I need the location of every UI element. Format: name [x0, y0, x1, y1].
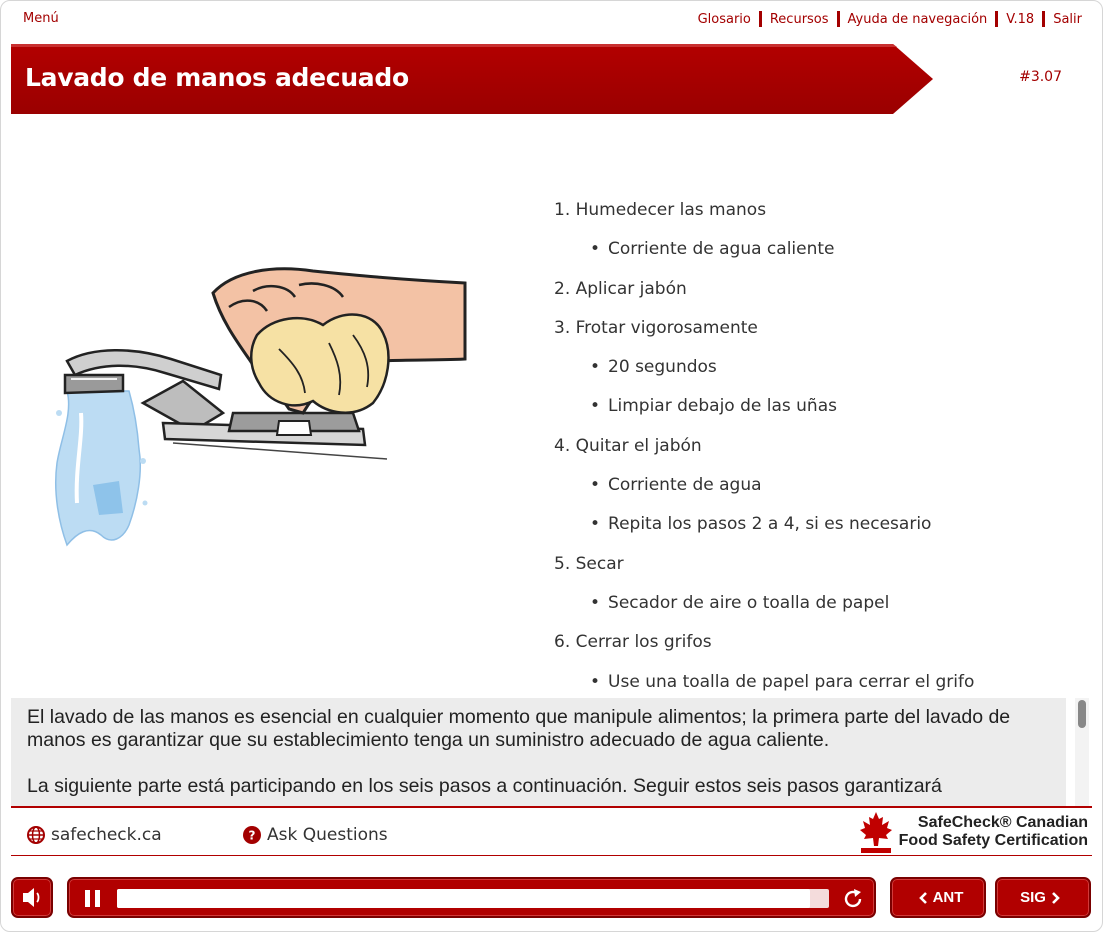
logo-line-1: SafeCheck® Canadian [917, 814, 1088, 831]
step-item: 5. Secar [554, 553, 624, 574]
step-subitem: • 20 segundos [554, 357, 974, 396]
svg-text:?: ? [248, 828, 256, 843]
website-label: safecheck.ca [51, 825, 162, 845]
nav-separator [837, 11, 840, 27]
version-label: V.18 [1006, 11, 1035, 27]
question-icon [243, 826, 261, 844]
navigation-help-link[interactable]: Ayuda de navegación [847, 11, 988, 27]
progress-bar[interactable] [117, 889, 829, 908]
transcript-scrollbar[interactable] [1075, 698, 1089, 806]
logo-line-2: Food Safety Certification [898, 832, 1088, 849]
glossary-link[interactable]: Glosario [697, 11, 751, 27]
page-title: Lavado de manos adecuado [25, 63, 409, 92]
speaker-icon [13, 879, 51, 916]
nav-separator [1042, 11, 1045, 27]
transcript-paragraph: El lavado de las manos es esencial en cualquier momento que manipule alimentos; la primera parte del lavado de manos es garantizar que su establecimiento tenga un suministro adecuado de agua caliente. [27, 706, 1011, 751]
footer-divider [11, 855, 1092, 856]
nav-separator [995, 11, 998, 27]
steps-list [554, 200, 974, 711]
website-link[interactable] [27, 825, 162, 845]
resources-link[interactable]: Recursos [769, 11, 829, 27]
handwashing-illustration [53, 263, 473, 553]
globe-icon [27, 826, 45, 844]
ask-questions-label: Ask Questions [267, 825, 388, 845]
next-label: SIG [1020, 889, 1046, 906]
step-item: 6. Cerrar los grifos [554, 632, 712, 653]
chevron-right-icon [1051, 892, 1061, 904]
step-item: 4. Quitar el jabón [554, 435, 702, 456]
step-subitem: • Repita los pasos 2 a 4, si es necesario [554, 514, 974, 553]
step-subitem: • Use una toalla de papel para cerrar el grifo [554, 672, 974, 711]
step-item: 3. Frotar vigorosamente [554, 317, 758, 338]
menu-link[interactable]: Menú [23, 11, 59, 26]
top-navigation [698, 11, 1082, 27]
chevron-left-icon [918, 892, 928, 904]
ask-questions-link[interactable] [243, 825, 388, 845]
transcript-paragraph: La siguiente parte está participando en los seis pasos a continuación. Seguir estos seis pasos garantizará [27, 775, 942, 797]
step-subitem: • Limpiar debajo de las uñas [554, 396, 974, 435]
previous-button[interactable] [890, 877, 986, 918]
media-player-bar [67, 877, 876, 918]
step-item: 2. Aplicar jabón [554, 278, 687, 299]
nav-separator [759, 11, 762, 27]
slide-number: #3.07 [1019, 69, 1062, 85]
scrollbar-thumb[interactable] [1078, 700, 1086, 728]
step-subitem: • Corriente de agua caliente [554, 239, 974, 278]
step-item: 1. Humedecer las manos [554, 200, 767, 220]
maple-leaf-icon [859, 810, 893, 854]
progress-fill [117, 889, 810, 908]
previous-label: ANT [932, 889, 964, 906]
transcript-panel[interactable] [11, 698, 1066, 806]
step-subitem: • Secador de aire o toalla de papel [554, 593, 974, 632]
next-button[interactable] [995, 877, 1091, 918]
exit-link[interactable]: Salir [1053, 11, 1082, 27]
step-subitem: • Corriente de agua [554, 475, 974, 514]
replay-icon[interactable] [841, 887, 865, 911]
volume-button[interactable] [11, 877, 53, 918]
transcript-divider [11, 806, 1092, 808]
title-banner [11, 44, 933, 114]
pause-icon[interactable] [83, 889, 103, 908]
safecheck-logo [859, 810, 1088, 854]
